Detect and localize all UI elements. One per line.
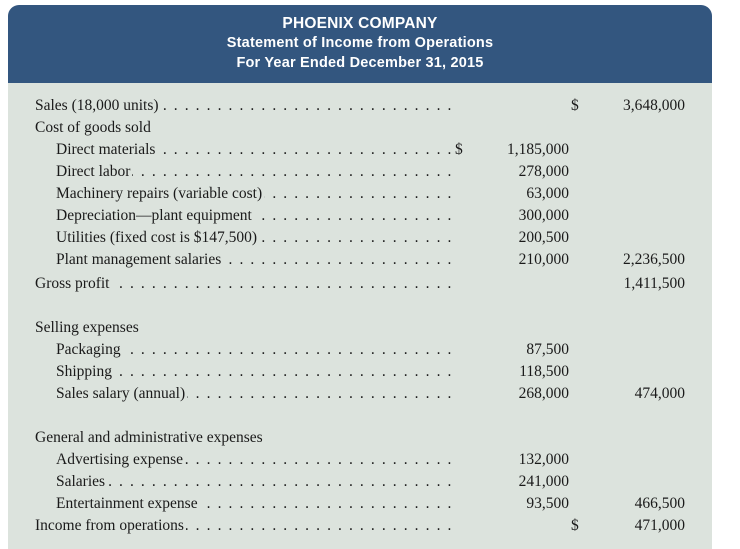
value-col2: 2,236,500 — [623, 250, 685, 268]
table-row — [8, 359, 712, 381]
value-col1: 118,500 — [519, 362, 569, 380]
row-padding — [685, 137, 712, 159]
value-col1: 300,000 — [518, 206, 569, 224]
currency-symbol-col2 — [569, 315, 591, 337]
row-padding — [685, 491, 712, 513]
row-label — [8, 159, 453, 181]
value-col2 — [591, 315, 685, 337]
currency-symbol-col1 — [453, 247, 469, 269]
row-label-text: Gross profit — [35, 274, 110, 292]
row-label — [8, 469, 453, 491]
row-label-text: Entertainment expense — [56, 494, 198, 512]
row-label — [8, 247, 453, 269]
row-padding — [685, 513, 712, 535]
currency-symbol-col2 — [569, 447, 591, 469]
row-label — [8, 115, 453, 137]
value-col1 — [469, 315, 569, 337]
value-col2 — [591, 115, 685, 137]
value-col1: 241,000 — [518, 472, 569, 490]
row-padding — [685, 247, 712, 269]
row-label-text: Depreciation—plant equipment — [56, 206, 252, 224]
row-label — [8, 425, 453, 447]
currency-symbol-col2 — [569, 269, 591, 293]
row-label-text: Advertising expense — [56, 450, 183, 468]
row-label-text: General and administrative expenses — [35, 428, 263, 446]
currency-symbol-col1 — [453, 425, 469, 447]
value-col1: 1,185,000 — [507, 140, 569, 158]
currency-symbol-col2 — [569, 247, 591, 269]
value-col1 — [469, 269, 569, 293]
table-row — [8, 115, 712, 137]
value-col2 — [591, 447, 685, 469]
row-label — [8, 337, 453, 359]
row-label-text: Plant management salaries — [56, 250, 222, 268]
value-col2: 471,000 — [634, 516, 685, 534]
table-row — [8, 181, 712, 203]
row-label-text: Income from operations — [35, 516, 184, 534]
currency-symbol-col1 — [453, 469, 469, 491]
currency-symbol-col1 — [453, 447, 469, 469]
currency-symbol-col1 — [453, 381, 469, 403]
value-col1 — [469, 93, 569, 115]
currency-symbol-col2 — [569, 115, 591, 137]
table-row — [8, 225, 712, 247]
value-col2 — [591, 469, 685, 491]
value-col1: 200,500 — [518, 228, 569, 246]
row-label — [8, 359, 453, 381]
table-row — [8, 203, 712, 225]
row-label-text: Shipping — [56, 362, 112, 380]
currency-symbol-col1 — [453, 225, 469, 247]
table-row — [8, 381, 712, 403]
row-padding — [685, 359, 712, 381]
row-padding — [685, 225, 712, 247]
table-row — [8, 315, 712, 337]
row-padding — [685, 425, 712, 447]
currency-symbol-col2 — [569, 225, 591, 247]
table-row — [8, 137, 712, 159]
currency-symbol-col1 — [453, 159, 469, 181]
value-col2: 1,411,500 — [623, 274, 685, 292]
row-padding — [685, 115, 712, 137]
statement-period: For Year Ended December 31, 2015 — [236, 54, 484, 71]
value-col1 — [469, 425, 569, 447]
row-label — [8, 381, 453, 403]
value-col2: 3,648,000 — [623, 96, 685, 114]
currency-symbol-col1 — [453, 203, 469, 225]
currency-symbol-col1 — [453, 513, 469, 535]
currency-symbol-col1 — [453, 269, 469, 293]
row-padding — [685, 315, 712, 337]
value-col2 — [591, 203, 685, 225]
table-row — [8, 447, 712, 469]
value-col1: 132,000 — [518, 450, 569, 468]
currency-symbol-col2: $ — [571, 96, 579, 114]
row-label-text: Sales salary (annual) — [56, 384, 186, 402]
currency-symbol-col1 — [453, 115, 469, 137]
row-label — [8, 513, 453, 535]
currency-symbol-col2 — [569, 425, 591, 447]
currency-symbol-col1 — [453, 359, 469, 381]
row-label — [8, 181, 453, 203]
currency-symbol-col1 — [453, 93, 469, 115]
value-col1: 268,000 — [518, 384, 569, 402]
currency-symbol-col2 — [569, 359, 591, 381]
currency-symbol-col2 — [569, 337, 591, 359]
row-padding — [685, 447, 712, 469]
currency-symbol-col2: $ — [571, 516, 579, 534]
row-label-text: Salaries — [56, 472, 106, 490]
statement-body — [8, 83, 712, 549]
table-row — [8, 469, 712, 491]
value-col1: 93,500 — [526, 494, 569, 512]
value-col2 — [591, 137, 685, 159]
table-row — [8, 491, 712, 513]
row-label-text: Selling expenses — [35, 318, 139, 336]
value-col1 — [469, 513, 569, 535]
currency-symbol-col2 — [569, 203, 591, 225]
row-padding — [685, 269, 712, 293]
value-col1: 87,500 — [526, 340, 569, 358]
currency-symbol-col2 — [569, 469, 591, 491]
row-label-text: Utilities (fixed cost is $147,500) — [56, 228, 258, 246]
row-label-text: Direct materials — [56, 140, 156, 158]
value-col1: 63,000 — [526, 184, 569, 202]
row-label — [8, 93, 453, 115]
row-label-text: Sales (18,000 units) — [35, 96, 159, 114]
row-padding — [685, 93, 712, 115]
table-row — [8, 247, 712, 269]
currency-symbol-col1 — [453, 337, 469, 359]
row-label — [8, 225, 453, 247]
currency-symbol-col2 — [569, 181, 591, 203]
row-label — [8, 315, 453, 337]
row-label-text: Packaging — [56, 340, 121, 358]
currency-symbol-col1 — [453, 491, 469, 513]
row-label-text: Machinery repairs (variable cost) — [56, 184, 263, 202]
table-row — [8, 93, 712, 115]
row-spacer — [8, 293, 712, 315]
row-label — [8, 269, 453, 293]
row-label-text: Cost of goods sold — [35, 118, 151, 136]
row-label-text: Direct labor — [56, 162, 131, 180]
value-col2: 474,000 — [634, 384, 685, 402]
value-col1 — [469, 115, 569, 137]
income-statement-table — [8, 93, 712, 535]
currency-symbol-col1 — [453, 315, 469, 337]
table-row — [8, 425, 712, 447]
value-col2 — [591, 359, 685, 381]
row-padding — [685, 203, 712, 225]
table-row — [8, 513, 712, 535]
statement-rows — [8, 93, 712, 535]
value-col2 — [591, 337, 685, 359]
row-label — [8, 447, 453, 469]
value-col1: 210,000 — [518, 250, 569, 268]
currency-symbol-col2 — [569, 491, 591, 513]
row-label — [8, 137, 453, 159]
company-name: PHOENIX COMPANY — [282, 15, 438, 32]
row-padding — [685, 381, 712, 403]
value-col1: 278,000 — [518, 162, 569, 180]
table-row — [8, 159, 712, 181]
value-col2 — [591, 159, 685, 181]
statement-title: Statement of Income from Operations — [226, 35, 494, 52]
currency-symbol-col2 — [569, 159, 591, 181]
statement-header — [8, 5, 712, 83]
row-label — [8, 203, 453, 225]
table-row — [8, 269, 712, 293]
row-padding — [685, 181, 712, 203]
income-statement-card — [8, 5, 712, 549]
currency-symbol-col2 — [569, 137, 591, 159]
currency-symbol-col1 — [453, 181, 469, 203]
table-row — [8, 337, 712, 359]
row-padding — [685, 337, 712, 359]
value-col2 — [591, 425, 685, 447]
row-spacer — [8, 403, 712, 425]
currency-symbol-col1: $ — [455, 140, 463, 158]
row-label — [8, 491, 453, 513]
value-col2 — [591, 181, 685, 203]
row-padding — [685, 469, 712, 491]
value-col2 — [591, 225, 685, 247]
value-col2: 466,500 — [634, 494, 685, 512]
currency-symbol-col2 — [569, 381, 591, 403]
row-padding — [685, 159, 712, 181]
